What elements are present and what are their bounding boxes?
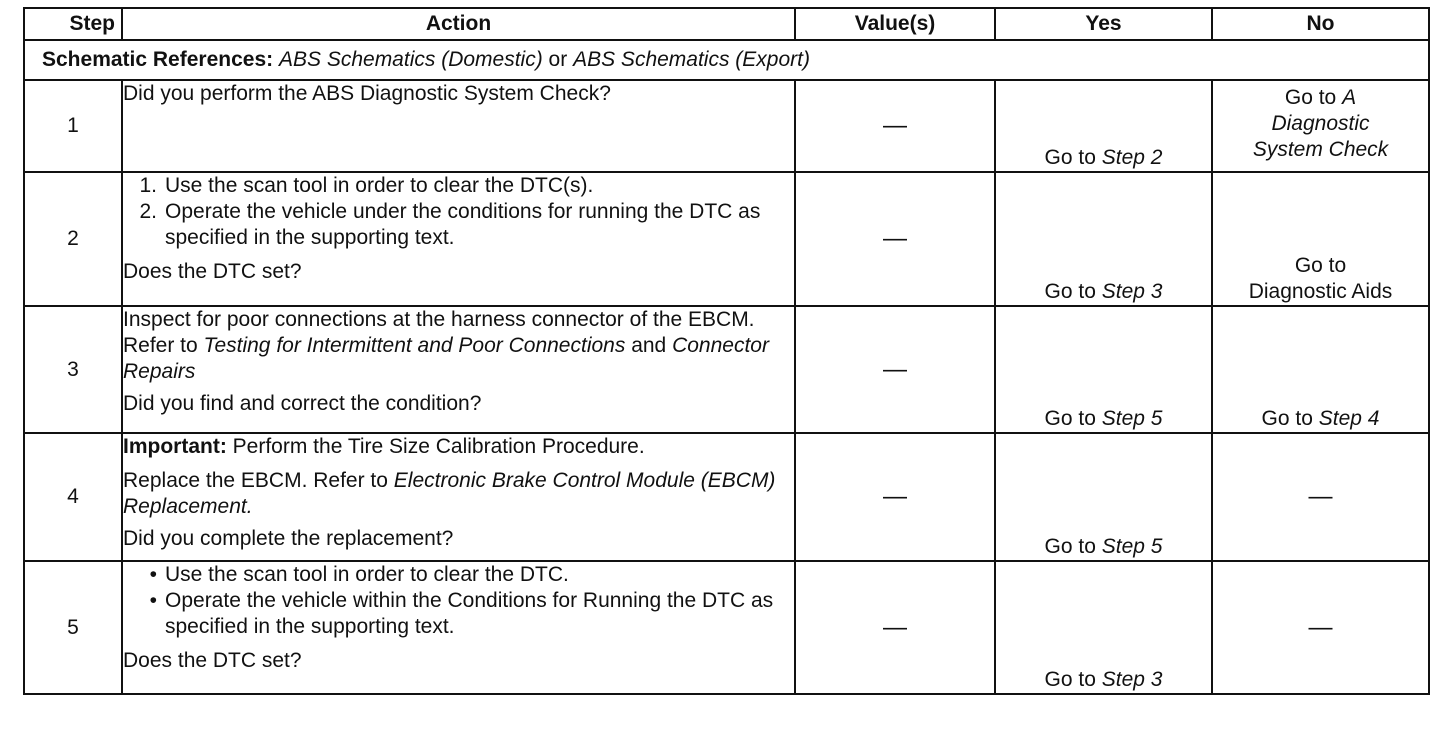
table-row (24, 561, 1429, 694)
schematic-label: Schematic References: (42, 48, 274, 71)
yes-link[interactable]: Step 5 (1101, 407, 1163, 430)
action-cell (122, 306, 795, 433)
value-cell: — (795, 561, 995, 694)
no-link-text: Diagnostic Aids (1248, 280, 1393, 303)
list-item (123, 199, 794, 251)
table-row (24, 433, 1429, 561)
and-text: and (631, 334, 667, 357)
action-question: Does the DTC set? (123, 260, 302, 283)
no-link-line1: A (1342, 86, 1357, 109)
no-cell: — (1212, 433, 1429, 561)
header-row (24, 8, 1429, 40)
yes-cell (995, 433, 1212, 561)
diagnostic-table (23, 7, 1430, 695)
yes-link[interactable]: Step 2 (1101, 146, 1163, 169)
bullet: • (149, 589, 157, 612)
value-cell: — (795, 172, 995, 306)
list-item (123, 562, 794, 588)
no-link[interactable] (1213, 85, 1428, 163)
action-instruction: Inspect for poor connections at the harness connector of the EBCM. Refer to (123, 308, 755, 357)
table-row (24, 306, 1429, 433)
action-cell (122, 433, 795, 561)
no-link-line3: System Check (1252, 138, 1389, 161)
no-cell: — (1212, 561, 1429, 694)
action-cell (122, 172, 795, 306)
step-number: 3 (24, 306, 122, 433)
goto-text: Go to (1044, 668, 1096, 691)
important-text: Perform the Tire Size Calibration Procedure. (232, 435, 645, 458)
reference-link[interactable]: Electronic Brake Control Module (EBCM) Replacement. (123, 469, 776, 518)
yes-cell (995, 172, 1212, 306)
reference-link[interactable]: Connector Repairs (123, 334, 769, 383)
goto-text: Go to (1044, 146, 1096, 169)
value-cell: — (795, 80, 995, 172)
goto-text: Go to (1044, 535, 1096, 558)
yes-link[interactable]: Step 3 (1101, 280, 1163, 303)
goto-text: Go to (1044, 407, 1096, 430)
list-text: Operate the vehicle under the conditions for running the DTC as specified in the supporting text. (165, 200, 761, 249)
schematic-references (24, 40, 1429, 80)
no-cell (1212, 172, 1429, 306)
bullet: • (149, 563, 157, 586)
schematic-or: or (548, 48, 568, 71)
important-label: Important: (123, 435, 227, 458)
step-number: 4 (24, 433, 122, 561)
header-values: Value(s) (795, 8, 995, 40)
no-link[interactable] (1213, 253, 1428, 305)
no-link-line2: Diagnostic (1271, 112, 1370, 135)
reference-link[interactable]: Testing for Intermittent and Poor Connections (203, 334, 626, 357)
no-link[interactable]: Step 4 (1318, 407, 1380, 430)
action-question: Did you perform the ABS Diagnostic System Check? (123, 82, 611, 105)
value-cell: — (795, 306, 995, 433)
header-yes: Yes (995, 8, 1212, 40)
list-item (123, 588, 794, 640)
action-instruction: Replace the EBCM. Refer to (123, 469, 388, 492)
table-row (24, 80, 1429, 172)
header-action: Action (122, 8, 795, 40)
goto-text: Go to (1294, 254, 1347, 277)
value-cell: — (795, 433, 995, 561)
important-note (123, 434, 794, 460)
list-number: 1. (139, 174, 157, 197)
header-no: No (1212, 8, 1429, 40)
action-text (123, 468, 794, 520)
list-item (123, 173, 794, 199)
header-step: Step (24, 8, 122, 40)
list-text: Use the scan tool in order to clear the DTC. (165, 563, 569, 586)
table-row (24, 172, 1429, 306)
no-cell (1212, 80, 1429, 172)
yes-link[interactable]: Step 5 (1101, 535, 1163, 558)
list-text: Operate the vehicle within the Conditions for Running the DTC as specified in the supporting text. (165, 589, 774, 638)
goto-text: Go to (1284, 86, 1337, 109)
step-number: 5 (24, 561, 122, 694)
step-number: 1 (24, 80, 122, 172)
schematic-ref-export[interactable]: ABS Schematics (Export) (573, 48, 810, 71)
schematic-references-row (24, 40, 1429, 80)
list-text: Use the scan tool in order to clear the DTC(s). (165, 174, 594, 197)
yes-cell (995, 80, 1212, 172)
yes-link[interactable]: Step 3 (1101, 668, 1163, 691)
action-cell (122, 561, 795, 694)
goto-text: Go to (1044, 280, 1096, 303)
step-number: 2 (24, 172, 122, 306)
action-cell (122, 80, 795, 172)
schematic-ref-domestic[interactable]: ABS Schematics (Domestic) (278, 48, 543, 71)
no-cell (1212, 306, 1429, 433)
list-number: 2. (139, 200, 157, 223)
action-question: Did you find and correct the condition? (123, 392, 482, 415)
action-question: Did you complete the replacement? (123, 527, 454, 550)
action-text (123, 307, 794, 385)
yes-cell (995, 561, 1212, 694)
goto-text: Go to (1261, 407, 1313, 430)
action-question: Does the DTC set? (123, 649, 302, 672)
yes-cell (995, 306, 1212, 433)
